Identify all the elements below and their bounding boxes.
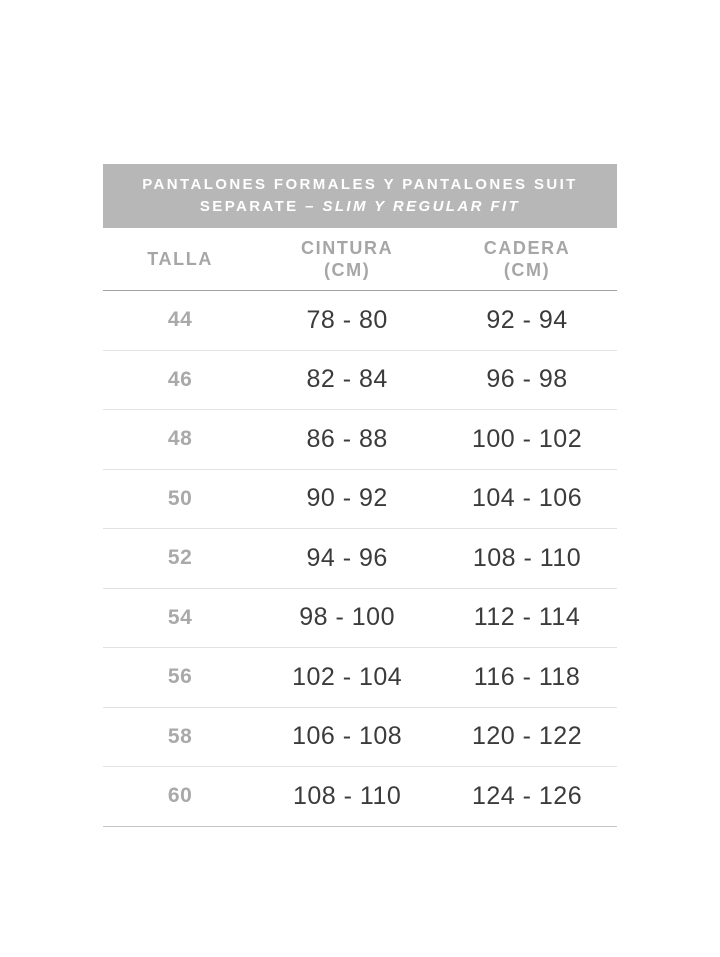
cadera-value: 104 - 106 (471, 484, 583, 513)
cintura-value: 78 - 80 (306, 305, 388, 334)
size-table-body (103, 291, 617, 827)
table-row (103, 470, 617, 530)
table-row (103, 589, 617, 649)
column-header-cintura-line1: CINTURA (301, 238, 394, 258)
cintura-value: 108 - 110 (292, 781, 402, 810)
cadera-value: 96 - 98 (486, 365, 568, 394)
cadera-value: 112 - 114 (473, 603, 581, 632)
cintura-value: 86 - 88 (306, 424, 388, 453)
size-value: 56 (167, 665, 193, 689)
table-row (103, 351, 617, 411)
cadera-value: 92 - 94 (486, 305, 568, 334)
column-header-cintura (257, 237, 437, 281)
table-row (103, 410, 617, 470)
banner-title-line2 (200, 196, 520, 218)
column-header-talla (103, 248, 257, 270)
size-value: 58 (167, 724, 193, 748)
size-value: 60 (167, 784, 193, 808)
size-value: 52 (167, 546, 193, 570)
cadera-value: 108 - 110 (472, 543, 582, 572)
size-chart-title-banner (103, 164, 617, 228)
table-row (103, 291, 617, 351)
size-value: 48 (167, 427, 193, 451)
cadera-value: 116 - 118 (473, 662, 581, 691)
cadera-value: 124 - 126 (471, 781, 583, 810)
cintura-value: 98 - 100 (299, 603, 395, 632)
size-value: 50 (167, 486, 193, 510)
table-row (103, 767, 617, 827)
column-header-cadera-line1: CADERA (483, 238, 571, 258)
column-header-cintura-line2: (CM) (323, 260, 371, 280)
banner-title-line2-regular: SEPARATE – (199, 198, 323, 215)
banner-title-line2-italic: SLIM Y REGULAR FIT (322, 198, 521, 215)
column-header-talla-line1: TALLA (147, 249, 213, 269)
cintura-value: 102 - 104 (292, 662, 403, 691)
table-row (103, 708, 617, 768)
cintura-value: 90 - 92 (306, 484, 388, 513)
cintura-value: 106 - 108 (292, 722, 403, 751)
cadera-value: 100 - 102 (471, 424, 583, 453)
cintura-value: 82 - 84 (306, 365, 388, 394)
column-header-cadera-line2: (CM) (503, 260, 551, 280)
size-table-header (103, 228, 617, 291)
column-header-cadera (437, 237, 617, 281)
size-value: 44 (167, 308, 193, 332)
size-guide-content (103, 164, 617, 827)
size-table (103, 228, 617, 827)
table-row (103, 529, 617, 589)
banner-title-line1: PANTALONES FORMALES Y PANTALONES SUIT (142, 176, 578, 193)
size-value: 46 (167, 367, 193, 391)
cintura-value: 94 - 96 (306, 543, 388, 572)
table-row (103, 648, 617, 708)
size-value: 54 (167, 605, 193, 629)
cadera-value: 120 - 122 (471, 722, 583, 751)
